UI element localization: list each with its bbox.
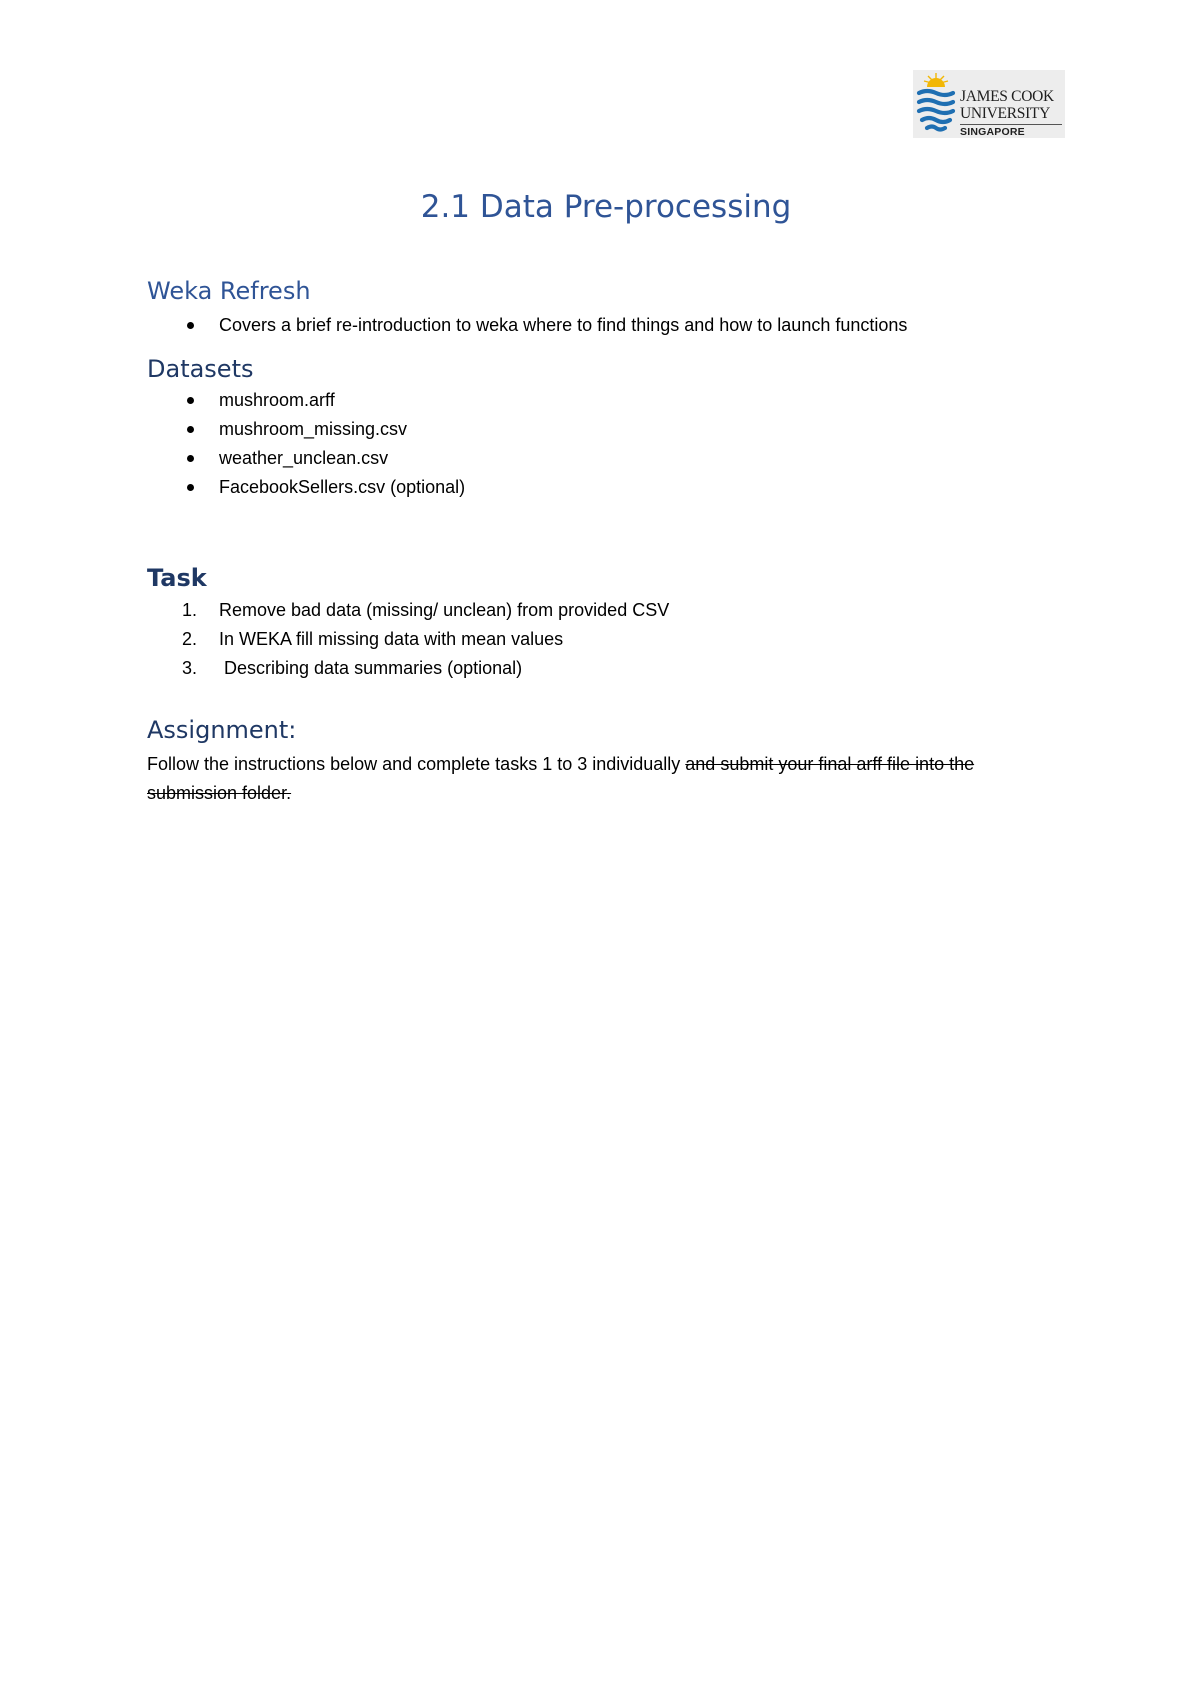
dataset-name: FacebookSellers.csv (optional) <box>219 477 466 497</box>
logo-text-line2: UNIVERSITY <box>960 105 1050 122</box>
logo-text-line1: JAMES COOK <box>960 88 1054 105</box>
bullet-icon <box>187 455 194 462</box>
list-item <box>147 473 465 502</box>
list-item <box>147 386 465 415</box>
list-item-text: Covers a brief re-introduction to weka where to find things and how to launch functions <box>219 315 908 335</box>
list-number: 3. <box>182 658 198 678</box>
dataset-name: weather_unclean.csv <box>219 448 389 468</box>
task-text: Remove bad data (missing/ unclean) from provided CSV <box>219 600 670 620</box>
assignment-text: Follow the instructions below and complete tasks 1 to 3 individually <box>147 754 686 774</box>
list-item <box>147 444 465 473</box>
list-item <box>147 415 465 444</box>
logo-divider <box>960 124 1062 125</box>
task-text: In WEKA fill missing data with mean values <box>219 629 564 649</box>
jcu-crest-icon <box>913 70 959 138</box>
struck-through-text: and submit your final arff file into the submission folder. <box>147 754 975 803</box>
list-item <box>147 625 669 654</box>
list-item <box>147 654 669 683</box>
list-number: 1. <box>182 600 198 620</box>
list-item <box>147 311 907 340</box>
heading-assignment: Assignment: <box>147 716 297 744</box>
bullet-icon <box>187 484 194 491</box>
logo-text-line3: SINGAPORE <box>960 126 1025 138</box>
datasets-list <box>147 386 465 502</box>
list-item <box>147 596 669 625</box>
document-title: 2.1 Data Pre-processing <box>420 189 792 225</box>
bullet-icon <box>187 397 194 404</box>
bullet-icon <box>187 322 194 329</box>
assignment-paragraph <box>147 750 1047 808</box>
heading-datasets: Datasets <box>147 355 254 383</box>
dataset-name: mushroom.arff <box>219 390 335 410</box>
weka-refresh-list <box>147 311 907 340</box>
jcu-singapore-logo <box>913 70 1065 138</box>
heading-task: Task <box>147 564 207 592</box>
task-list <box>147 596 669 683</box>
list-number: 2. <box>182 629 198 649</box>
bullet-icon <box>187 426 194 433</box>
dataset-name: mushroom_missing.csv <box>219 419 408 439</box>
heading-weka-refresh: Weka Refresh <box>147 277 311 305</box>
task-text: Describing data summaries (optional) <box>219 658 523 678</box>
